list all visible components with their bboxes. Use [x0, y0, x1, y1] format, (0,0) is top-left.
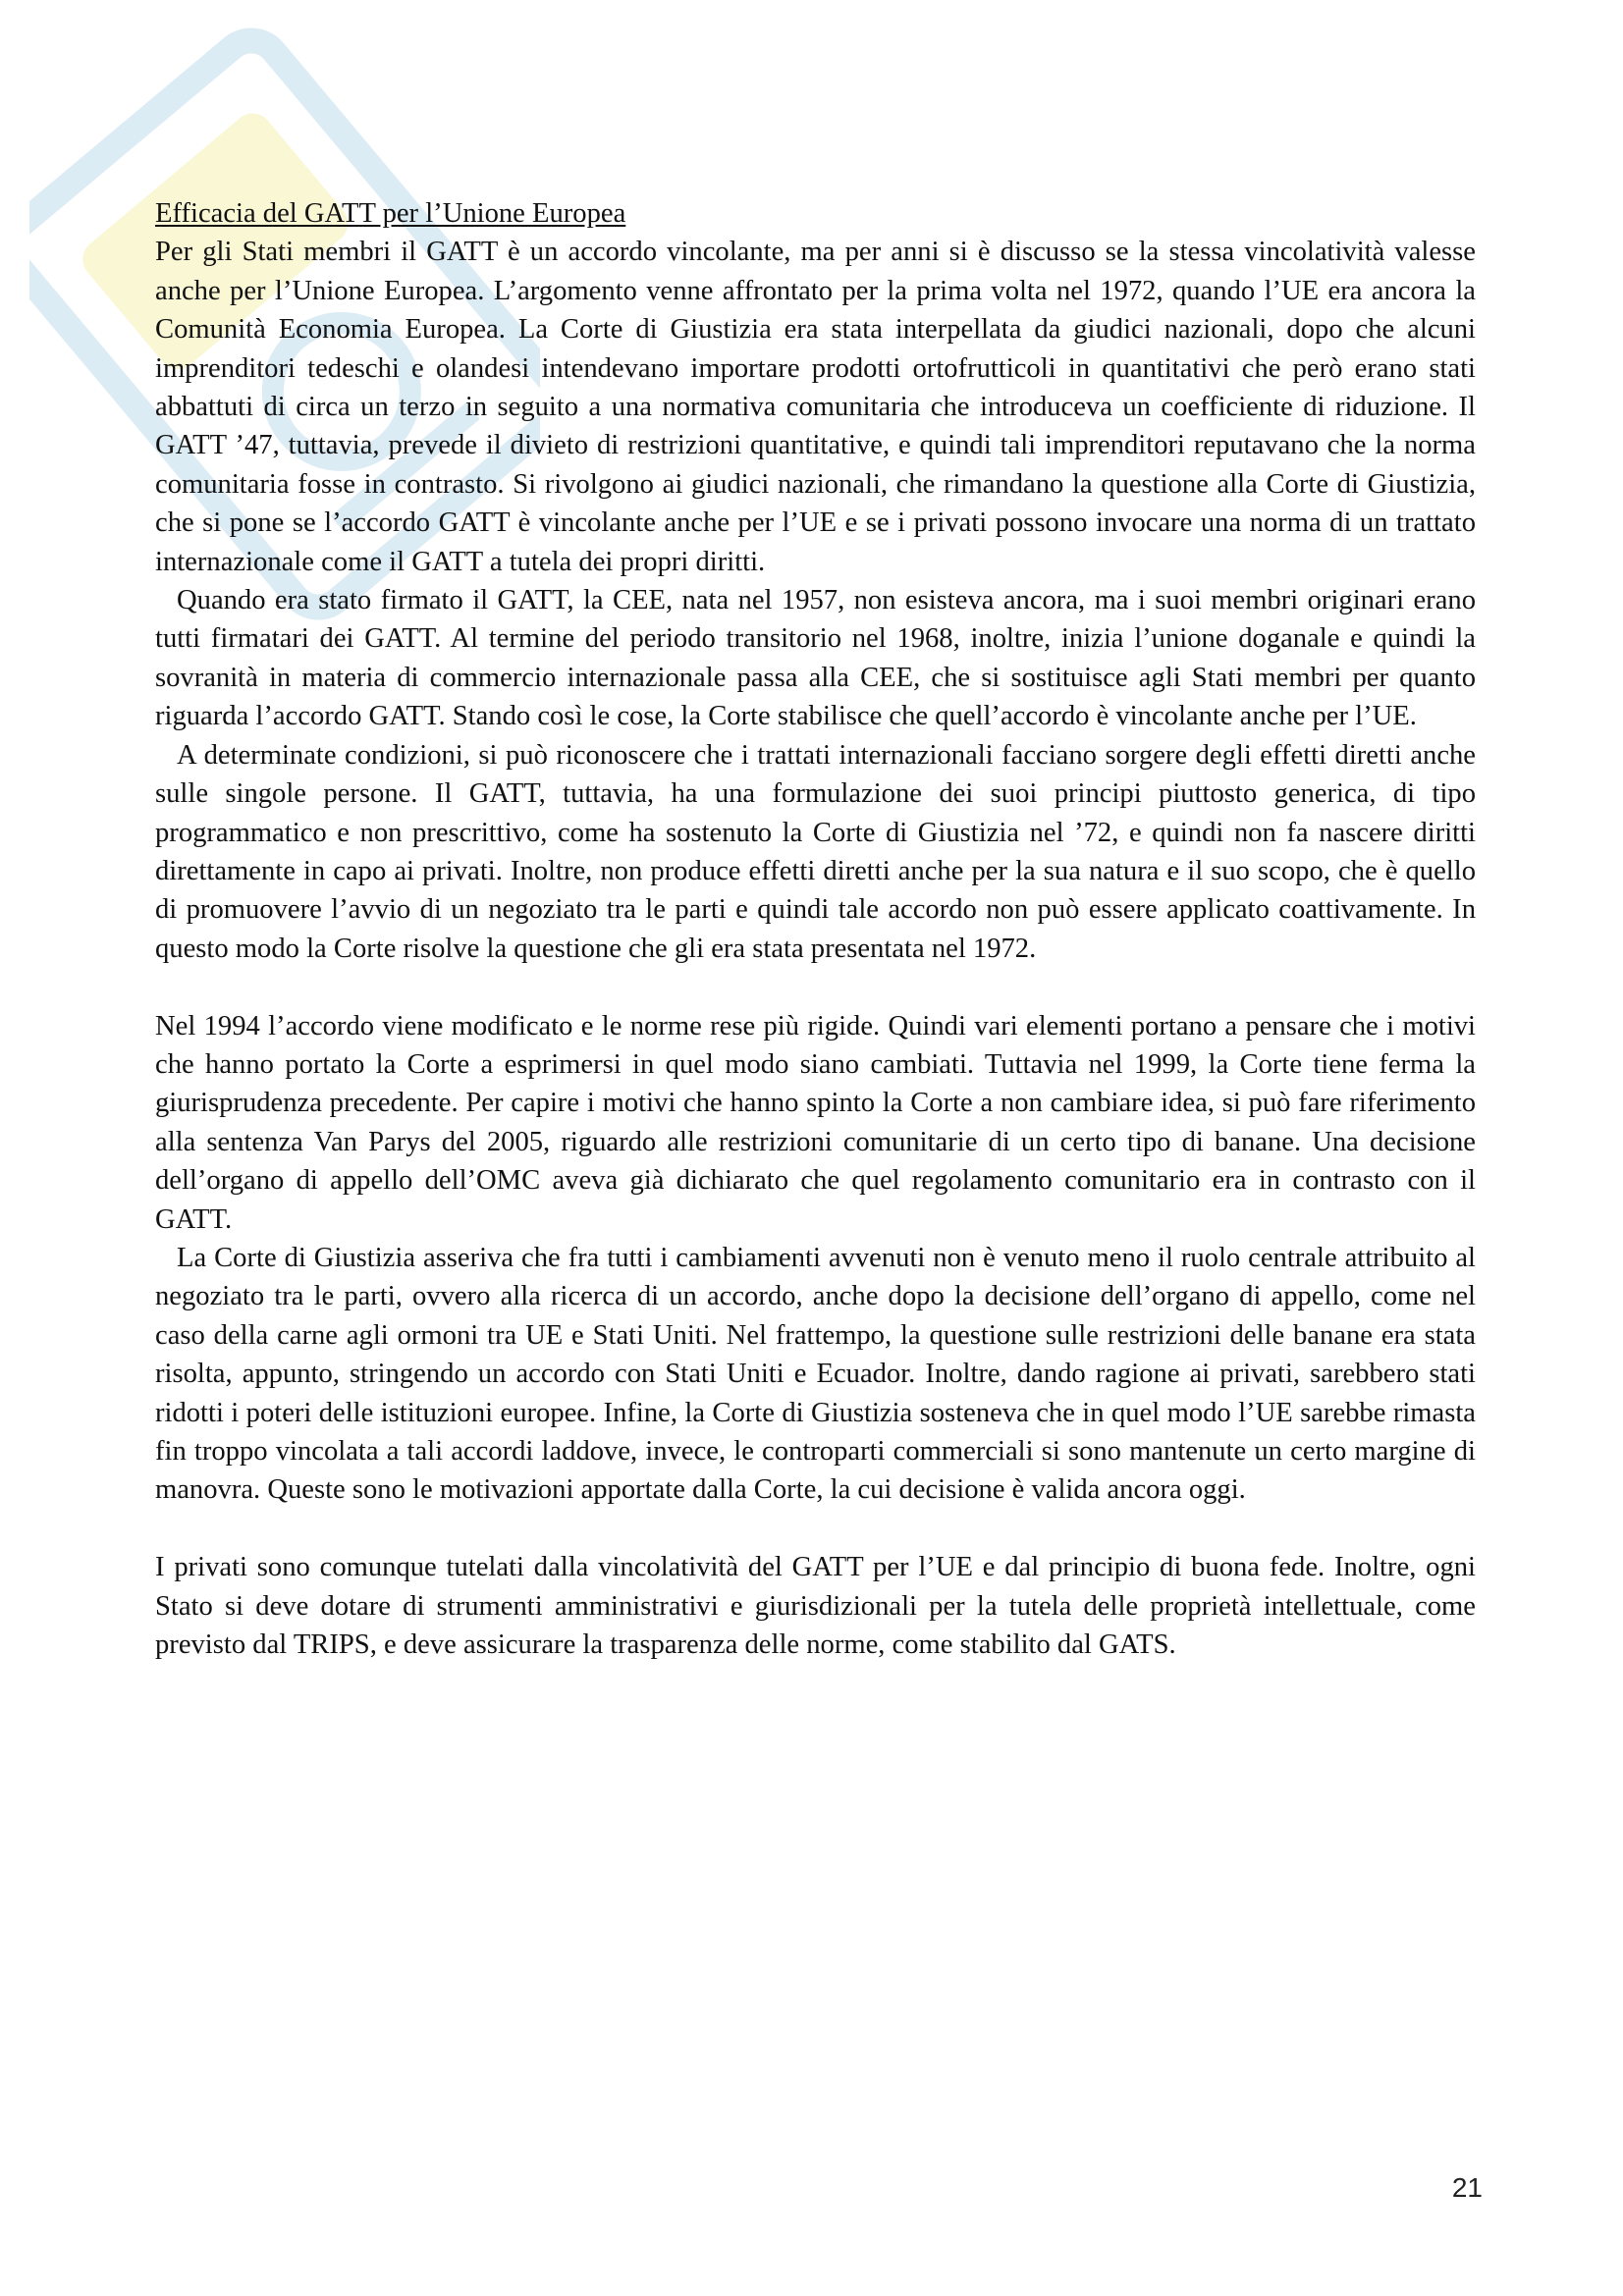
- paragraph-1: Per gli Stati membri il GATT è un accordo vincolante, ma per anni si è discusso se la stessa vincolatività valesse anche per l’Unione Europea. L’argomento venne affrontato per la prima volta nel 1972, quando l’UE era ancora la Comunità Economia Europea. La Corte di Giustizia era stata interpellata da giudici nazionali, dopo che alcuni imprenditori tedeschi e olandesi intendevano importare prodotti ortofrutticoli in quantitativi che però erano stati abbattuti di circa un terzo in seguito a una normativa comunitaria che introduceva un coefficiente di riduzione. Il GATT ’47, tuttavia, prevede il divieto di restrizioni quantitative, e quindi tali imprenditori reputavano che la norma comunitaria fosse in contrasto. Si rivolgono ai giudici nazionali, che rimandano la questione alla Corte di Giustizia, che si pone se l’accordo GATT è vincolante anche per l’UE e se i privati possono invocare una norma di un trattato internazionale come il GATT a tutela dei propri diritti.: [155, 237, 1476, 577]
- paragraph-gap: [155, 968, 1476, 1006]
- paragraph-4: Nel 1994 l’accordo viene modificato e le norme rese più rigide. Quindi vari elementi portano a pensare che i motivi che hanno portato la Corte a esprimersi in quel modo siano cambiati. Tuttavia nel 1999, la Corte tiene ferma la giurisprudenza precedente. Per capire i motivi che hanno spinto la Corte a non cambiare idea, si può fare riferimento alla sentenza Van Parys del 2005, riguardo alle restrizioni comunitarie di un certo tipo di banane. Una decisione dell’organo di appello dell’OMC aveva già dichiarato che quel regolamento comunitario era in contrasto con il GATT.: [155, 1010, 1476, 1235]
- paragraph-gap: [155, 1510, 1476, 1548]
- paragraph-5: La Corte di Giustizia asseriva che fra tutti i cambiamenti avvenuti non è venuto meno il ruolo centrale attribuito al negoziato tra le parti, ovvero alla ricerca di un accordo, anche dopo la decisione dell’organo di appello, come nel caso della carne agli ormoni tra UE e Stati Uniti. Nel frattempo, la questione sulle restrizioni delle banane era stata risolta, appunto, stringendo un accordo con Stati Uniti e Ecuador. Inoltre, dando ragione ai privati, sarebbero stati ridotti i poteri delle istituzioni europee. Infine, la Corte di Giustizia sosteneva che in quel modo l’UE sarebbe rimasta fin troppo vincolata a tali accordi laddove, invece, le controparti commerciali si sono mantenute un certo margine di manovra. Queste sono le motivazioni apportate dalla Corte, la cui decisione è valida ancora oggi.: [155, 1242, 1476, 1506]
- paragraph-3: A determinate condizioni, si può riconoscere che i trattati internazionali facciano sorgere degli effetti diretti anche sulle singole persone. Il GATT, tuttavia, ha una formulazione dei suoi principi piuttosto generica, di tipo programmatico e non prescrittivo, come ha sostenuto la Corte di Giustizia nel ’72, e quindi non fa nascere diritti direttamente in capo ai privati. Inoltre, non produce effetti diretti anche per la sua natura e il suo scopo, che è quello di promuovere l’avvio di un negoziato tra le parti e quindi tale accordo non può essere applicato coattivamente. In questo modo la Corte risolve la questione che gli era stata presentata nel 1972.: [155, 739, 1476, 964]
- section-heading: Efficacia del GATT per l’Unione Europea: [155, 198, 626, 229]
- document-body: [155, 194, 1476, 1664]
- page-number: 21: [1451, 2172, 1483, 2203]
- paragraph-6: I privati sono comunque tutelati dalla vincolatività del GATT per l’UE e dal principio di buona fede. Inoltre, ogni Stato si deve dotare di strumenti amministrativi e giurisdizionali per la tutela delle proprietà intellettuale, come previsto dal TRIPS, e deve assicurare la trasparenza delle norme, come stabilito dal GATS.: [155, 1552, 1476, 1660]
- paragraph-2: Quando era stato firmato il GATT, la CEE, nata nel 1957, non esisteva ancora, ma i suoi membri originari erano tutti firmatari dei GATT. Al termine del periodo transitorio nel 1968, inoltre, inizia l’unione doganale e quindi la sovranità in materia di commercio internazionale passa alla CEE, che si sostituisce agli Stati membri per quanto riguarda l’accordo GATT. Stando così le cose, la Corte stabilisce che quell’accordo è vincolante anche per l’UE.: [155, 585, 1476, 732]
